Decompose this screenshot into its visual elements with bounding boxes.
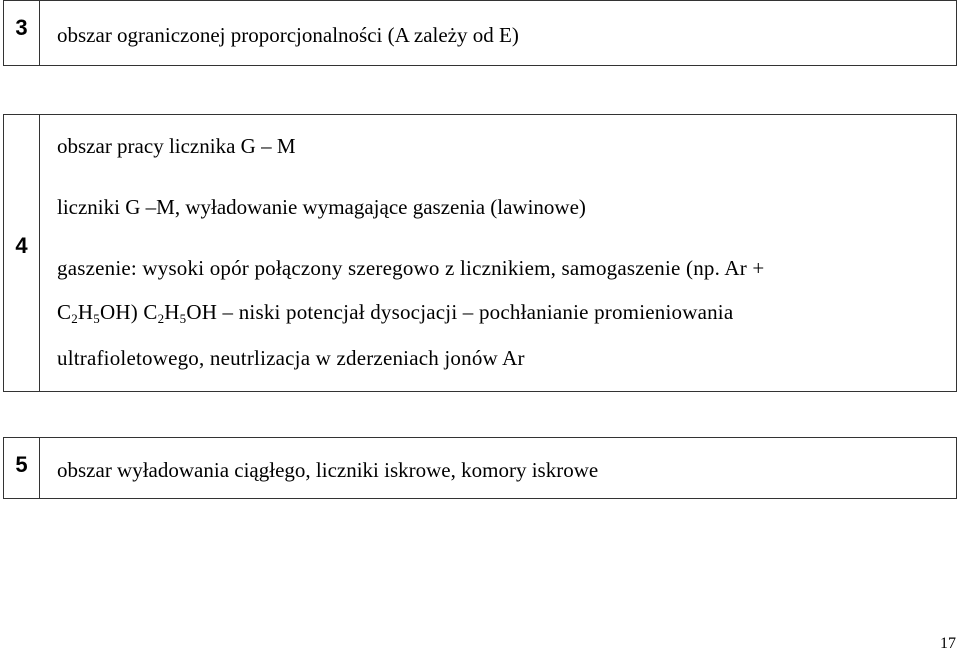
row-number: 5 <box>4 438 40 498</box>
subscript: 5 <box>179 311 187 326</box>
formula-part: H <box>77 300 94 324</box>
row-text-line-2: liczniki G –M, wyładowanie wymagające gaszenia (lawinowe) <box>57 195 586 219</box>
row-text-line-formula <box>57 302 733 325</box>
row-text: obszar ograniczonej proporcjonalności (A zależy od E) <box>57 23 519 47</box>
table-row-4 <box>3 114 957 392</box>
formula-part: OH – niski potencjał dysocjacji – pochłanianie promieniowania <box>186 300 734 324</box>
row-text: obszar wyładowania ciągłego, liczniki iskrowe, komory iskrowe <box>57 458 599 482</box>
row-number: 3 <box>4 1 40 65</box>
row-number: 4 <box>4 115 40 391</box>
table-row-5 <box>3 437 957 499</box>
page-number: 17 <box>940 635 956 652</box>
subscript: 5 <box>93 311 100 326</box>
formula-part: OH) C <box>100 300 158 324</box>
row-content <box>40 438 956 498</box>
formula-part: H <box>164 300 180 324</box>
subscript: 2 <box>71 311 78 326</box>
row-text-line-5: ultrafioletowego, neutrlizacja w zderzeniach jonów Ar <box>57 346 525 370</box>
row-content <box>40 1 956 65</box>
row-text-line-1: obszar pracy licznika G – M <box>57 134 296 158</box>
formula-part: C <box>57 300 72 324</box>
subscript: 2 <box>157 311 165 326</box>
table-row-3 <box>3 0 957 66</box>
row-content <box>40 115 956 391</box>
row-text-line-3: gaszenie: wysoki opór połączony szeregowo z licznikiem, samogaszenie (np. Ar + <box>57 256 765 280</box>
